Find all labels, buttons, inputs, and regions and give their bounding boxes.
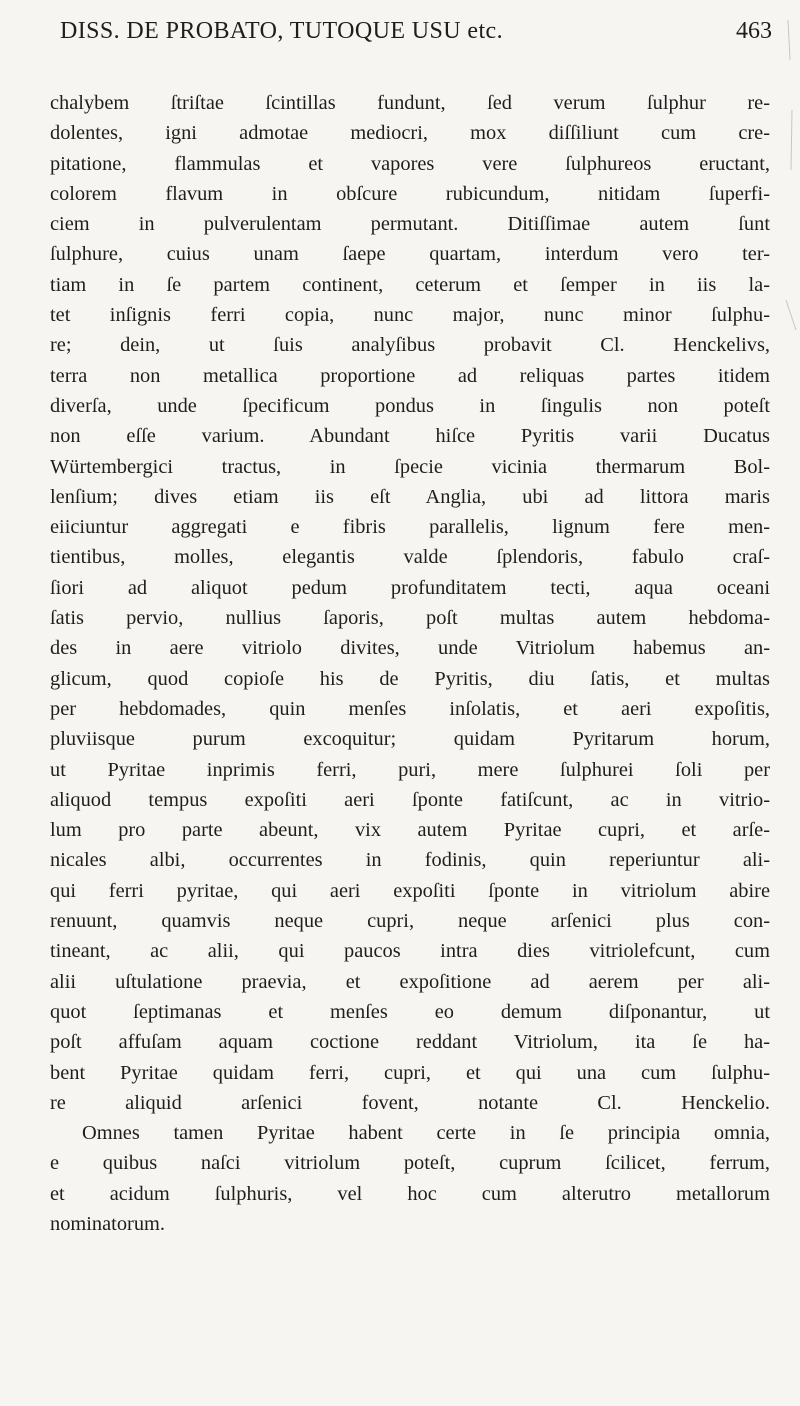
page-number: 463 bbox=[736, 18, 772, 44]
text-line: ſiori ad aliquot pedum profunditatem tecti, aqua oceani bbox=[50, 576, 770, 599]
text-line: ciem in pulverulentam permutant. Ditiſſimae autem ſunt bbox=[50, 213, 770, 236]
text-line: des in aere vitriolo divites, unde Vitriolum habemus an- bbox=[50, 637, 770, 660]
text-line: re aliquid arſenici fovent, notante Cl. Henckelio. bbox=[50, 1091, 770, 1114]
text-line: qui ferri pyritae, qui aeri expoſiti ſponte in vitriolum abire bbox=[50, 879, 770, 902]
text-line: lum pro parte abeunt, vix autem Pyritae cupri, et arſe- bbox=[50, 819, 770, 842]
text-line: ſulphure, cuius unam ſaepe quartam, interdum vero ter- bbox=[50, 243, 770, 266]
text-line: nominatorum. bbox=[50, 1212, 165, 1235]
text-line: poſt affuſam aquam coctione reddant Vitriolum, ita ſe ha- bbox=[50, 1031, 770, 1054]
text-line: aliquod tempus expoſiti aeri ſponte fatiſcunt, ac in vitrio- bbox=[50, 788, 770, 811]
page-header bbox=[60, 18, 772, 58]
text-line: bent Pyritae quidam ferri, cupri, et qui una cum ſulphu- bbox=[50, 1061, 770, 1084]
text-line: dolentes, igni admotae mediocri, mox diſſiliunt cum cre- bbox=[50, 122, 770, 145]
text-line: tet inſignis ferri copia, nunc major, nunc minor ſulphu- bbox=[50, 304, 770, 327]
text-line: diverſa, unde ſpecificum pondus in ſingulis non poteſt bbox=[50, 394, 770, 417]
text-line: colorem flavum in obſcure rubicundum, nitidam ſuperfi- bbox=[50, 182, 770, 205]
text-line: Würtembergici tractus, in ſpecie vicinia thermarum Bol- bbox=[50, 455, 770, 478]
text-line: ſatis pervio, nullius ſaporis, poſt multas autem hebdoma- bbox=[50, 607, 770, 630]
text-line: et acidum ſulphuris, vel hoc cum alterutro metallorum bbox=[50, 1182, 770, 1205]
body-text bbox=[50, 88, 770, 1239]
text-line: renuunt, quamvis neque cupri, neque arſenici plus con- bbox=[50, 910, 770, 933]
text-line: e quibus naſci vitriolum poteſt, cuprum ſcilicet, ferrum, bbox=[50, 1152, 770, 1175]
text-line: nicales albi, occurrentes in fodinis, quin reperiuntur ali- bbox=[50, 849, 770, 872]
text-line: terra non metallica proportione ad reliquas partes itidem bbox=[50, 364, 770, 387]
text-line: eiiciuntur aggregati e fibris parallelis, lignum fere men- bbox=[50, 516, 770, 539]
text-line: quot ſeptimanas et menſes eo demum diſponantur, ut bbox=[50, 1000, 770, 1023]
running-title: DISS. DE PROBATO, TUTOQUE USU etc. bbox=[60, 18, 503, 44]
text-line: lenſium; dives etiam iis eſt Anglia, ubi ad littora maris bbox=[50, 485, 770, 508]
text-line: tineant, ac alii, qui paucos intra dies vitriolefcunt, cum bbox=[50, 940, 770, 963]
text-line: tiam in ſe partem continent, ceterum et ſemper in iis la- bbox=[50, 273, 770, 296]
text-line: ut Pyritae inprimis ferri, puri, mere ſulphurei ſoli per bbox=[50, 758, 770, 781]
text-line: glicum, quod copioſe his de Pyritis, diu ſatis, et multas bbox=[50, 667, 770, 690]
text-line: chalybem ſtriſtae ſcintillas fundunt, ſed verum ſulphur re- bbox=[50, 92, 770, 114]
text-line: Omnes tamen Pyritae habent certe in ſe principia omnia, bbox=[82, 1122, 770, 1145]
text-line: re; dein, ut ſuis analyſibus probavit Cl. Henckelivs, bbox=[50, 334, 770, 357]
text-line: non eſſe varium. Abundant hiſce Pyritis varii Ducatus bbox=[50, 425, 770, 448]
margin-marks bbox=[770, 0, 800, 400]
text-line: alii uſtulatione praevia, et expoſitione ad aerem per ali- bbox=[50, 970, 770, 993]
text-line: per hebdomades, quin menſes inſolatis, et aeri expoſitis, bbox=[50, 697, 770, 720]
text-line: pluviisque purum excoquitur; quidam Pyritarum horum, bbox=[50, 728, 770, 751]
text-line: pitatione, flammulas et vapores vere ſulphureos eructant, bbox=[50, 152, 770, 175]
text-line: tientibus, molles, elegantis valde ſplendoris, fabulo craſ- bbox=[50, 546, 770, 569]
